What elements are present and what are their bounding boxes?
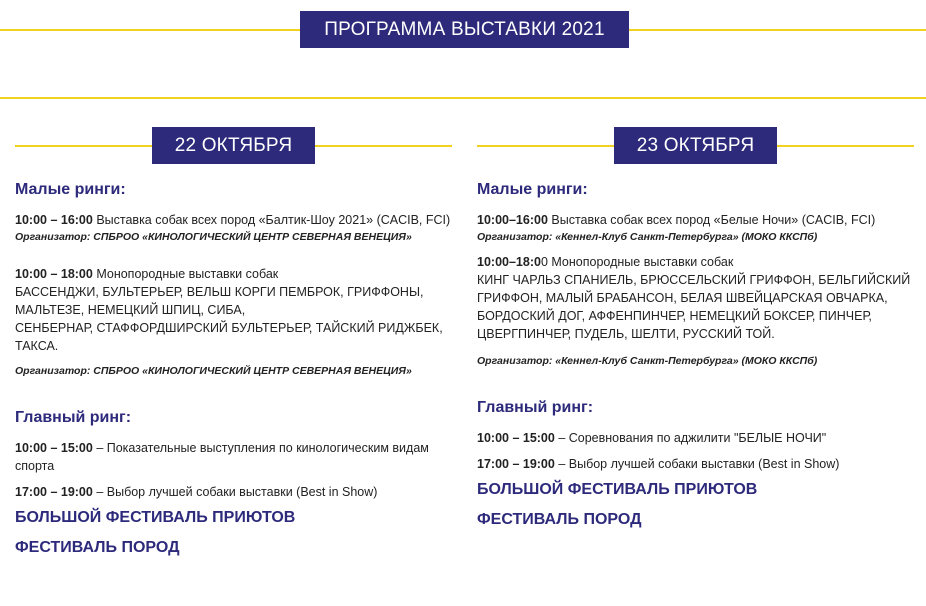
day1-item1 xyxy=(15,211,455,229)
day1-date-tab: 22 ОКТЯБРЯ xyxy=(152,127,315,164)
day2-festival-shelters: БОЛЬШОЙ ФЕСТИВАЛЬ ПРИЮТОВ xyxy=(477,481,758,498)
day1-festival-shelters: БОЛЬШОЙ ФЕСТИВАЛЬ ПРИЮТОВ xyxy=(15,509,296,526)
day1-main1-time: 10:00 – 15:00 xyxy=(15,441,93,455)
day2-main1-text: – Соревнования по аджилити "БЕЛЫЕ НОЧИ" xyxy=(554,431,827,445)
day1-main-ring-title: Главный ринг: xyxy=(15,409,132,426)
day1-item2-text: Монопородные выставки собак xyxy=(92,267,279,281)
day1-line-right xyxy=(315,145,452,147)
day1-column xyxy=(15,181,455,569)
page-title: ПРОГРАММА ВЫСТАВКИ 2021 xyxy=(300,11,629,48)
day1-small-rings-title: Малые ринги: xyxy=(15,181,126,198)
day2-item2-organizer: Организатор: «Кеннел-Клуб Санкт-Петербурга» (МОКО ККСПб) xyxy=(477,355,818,367)
day2-festival-breeds: ФЕСТИВАЛЬ ПОРОД xyxy=(477,511,642,528)
day1-main2-time: 17:00 – 19:00 xyxy=(15,485,93,499)
day2-main2-text: – Выбор лучшей собаки выставки (Best in Show) xyxy=(554,457,840,471)
day1-item2-organizer: Организатор: СПБРОО «КИНОЛОГИЧЕСКИЙ ЦЕНТР СЕВЕРНАЯ ВЕНЕЦИЯ» xyxy=(15,365,412,377)
day1-festival-breeds: ФЕСТИВАЛЬ ПОРОД xyxy=(15,539,180,556)
day1-main2 xyxy=(15,483,455,501)
day2-item1-text: Выставка собак всех пород «Белые Ночи» (CACIB, FCI) xyxy=(547,213,876,227)
day2-main-ring-title: Главный ринг: xyxy=(477,399,594,416)
day2-main1 xyxy=(477,429,917,447)
day1-item1-text: Выставка собак всех пород «Балтик-Шоу 2021» (CACIB, FCI) xyxy=(92,213,451,227)
day1-main2-text: – Выбор лучшей собаки выставки (Best in Show) xyxy=(92,485,378,499)
day2-item2 xyxy=(477,253,917,271)
day2-main2 xyxy=(477,455,917,473)
day2-line-left xyxy=(477,145,614,147)
day2-small-rings-title: Малые ринги: xyxy=(477,181,588,198)
day2-main2-time: 17:00 – 19:00 xyxy=(477,457,555,471)
section-divider xyxy=(0,97,926,99)
day1-main1-text: – Показательные выступления по кинологическим видам спорта xyxy=(15,441,429,473)
day1-item2-time: 10:00 – 18:00 xyxy=(15,267,93,281)
day2-item1 xyxy=(477,211,917,229)
day2-item2-text: 0 Монопородные выставки собак xyxy=(540,255,734,269)
day1-item2-breeds-1: БАССЕНДЖИ, БУЛЬТЕРЬЕР, ВЕЛЬШ КОРГИ ПЕМБРОК, ГРИФФОНЫ, МАЛЬТЕЗЕ, НЕМЕЦКИЙ ШПИЦ, СИБА, xyxy=(15,285,424,317)
day2-column xyxy=(477,181,917,541)
header-line-right xyxy=(629,29,926,31)
day1-item1-time: 10:00 – 16:00 xyxy=(15,213,93,227)
day1-main1 xyxy=(15,439,455,475)
day1-item2 xyxy=(15,265,455,283)
day2-date-tab: 23 ОКТЯБРЯ xyxy=(614,127,777,164)
day2-line-right xyxy=(777,145,914,147)
day2-main1-time: 10:00 – 15:00 xyxy=(477,431,555,445)
day1-item2-breeds-2: СЕНБЕРНАР, СТАФФОРДШИРСКИЙ БУЛЬТЕРЬЕР, ТАЙСКИЙ РИДЖБЕК, ТАКСА. xyxy=(15,321,443,353)
header-line-left xyxy=(0,29,300,31)
day2-item2-time: 10:00–18:0 xyxy=(477,255,541,269)
day1-line-left xyxy=(15,145,152,147)
day1-item1-organizer: Организатор: СПБРОО «КИНОЛОГИЧЕСКИЙ ЦЕНТР СЕВЕРНАЯ ВЕНЕЦИЯ» xyxy=(15,231,412,243)
day2-item1-organizer: Организатор: «Кеннел-Клуб Санкт-Петербурга» (МОКО ККСПб) xyxy=(477,231,818,243)
day2-item1-time: 10:00–16:00 xyxy=(477,213,548,227)
day2-item2-breeds: КИНГ ЧАРЛЬЗ СПАНИЕЛЬ, БРЮССЕЛЬСКИЙ ГРИФФОН, БЕЛЬГИЙСКИЙ ГРИФФОН, МАЛЫЙ БРАБАНСОН, БЕЛАЯ ШВЕЙЦАРСКАЯ ОВЧАРКА, БОРДОСКИЙ ДОГ, АФФЕНПИНЧЕР, НЕМЕЦКИЙ БОКСЕР, ПИНЧЕР, ЦВЕРГПИНЧЕР, ПУДЕЛЬ, ШЕЛТИ, РУССКИЙ ТОЙ. xyxy=(477,273,911,341)
